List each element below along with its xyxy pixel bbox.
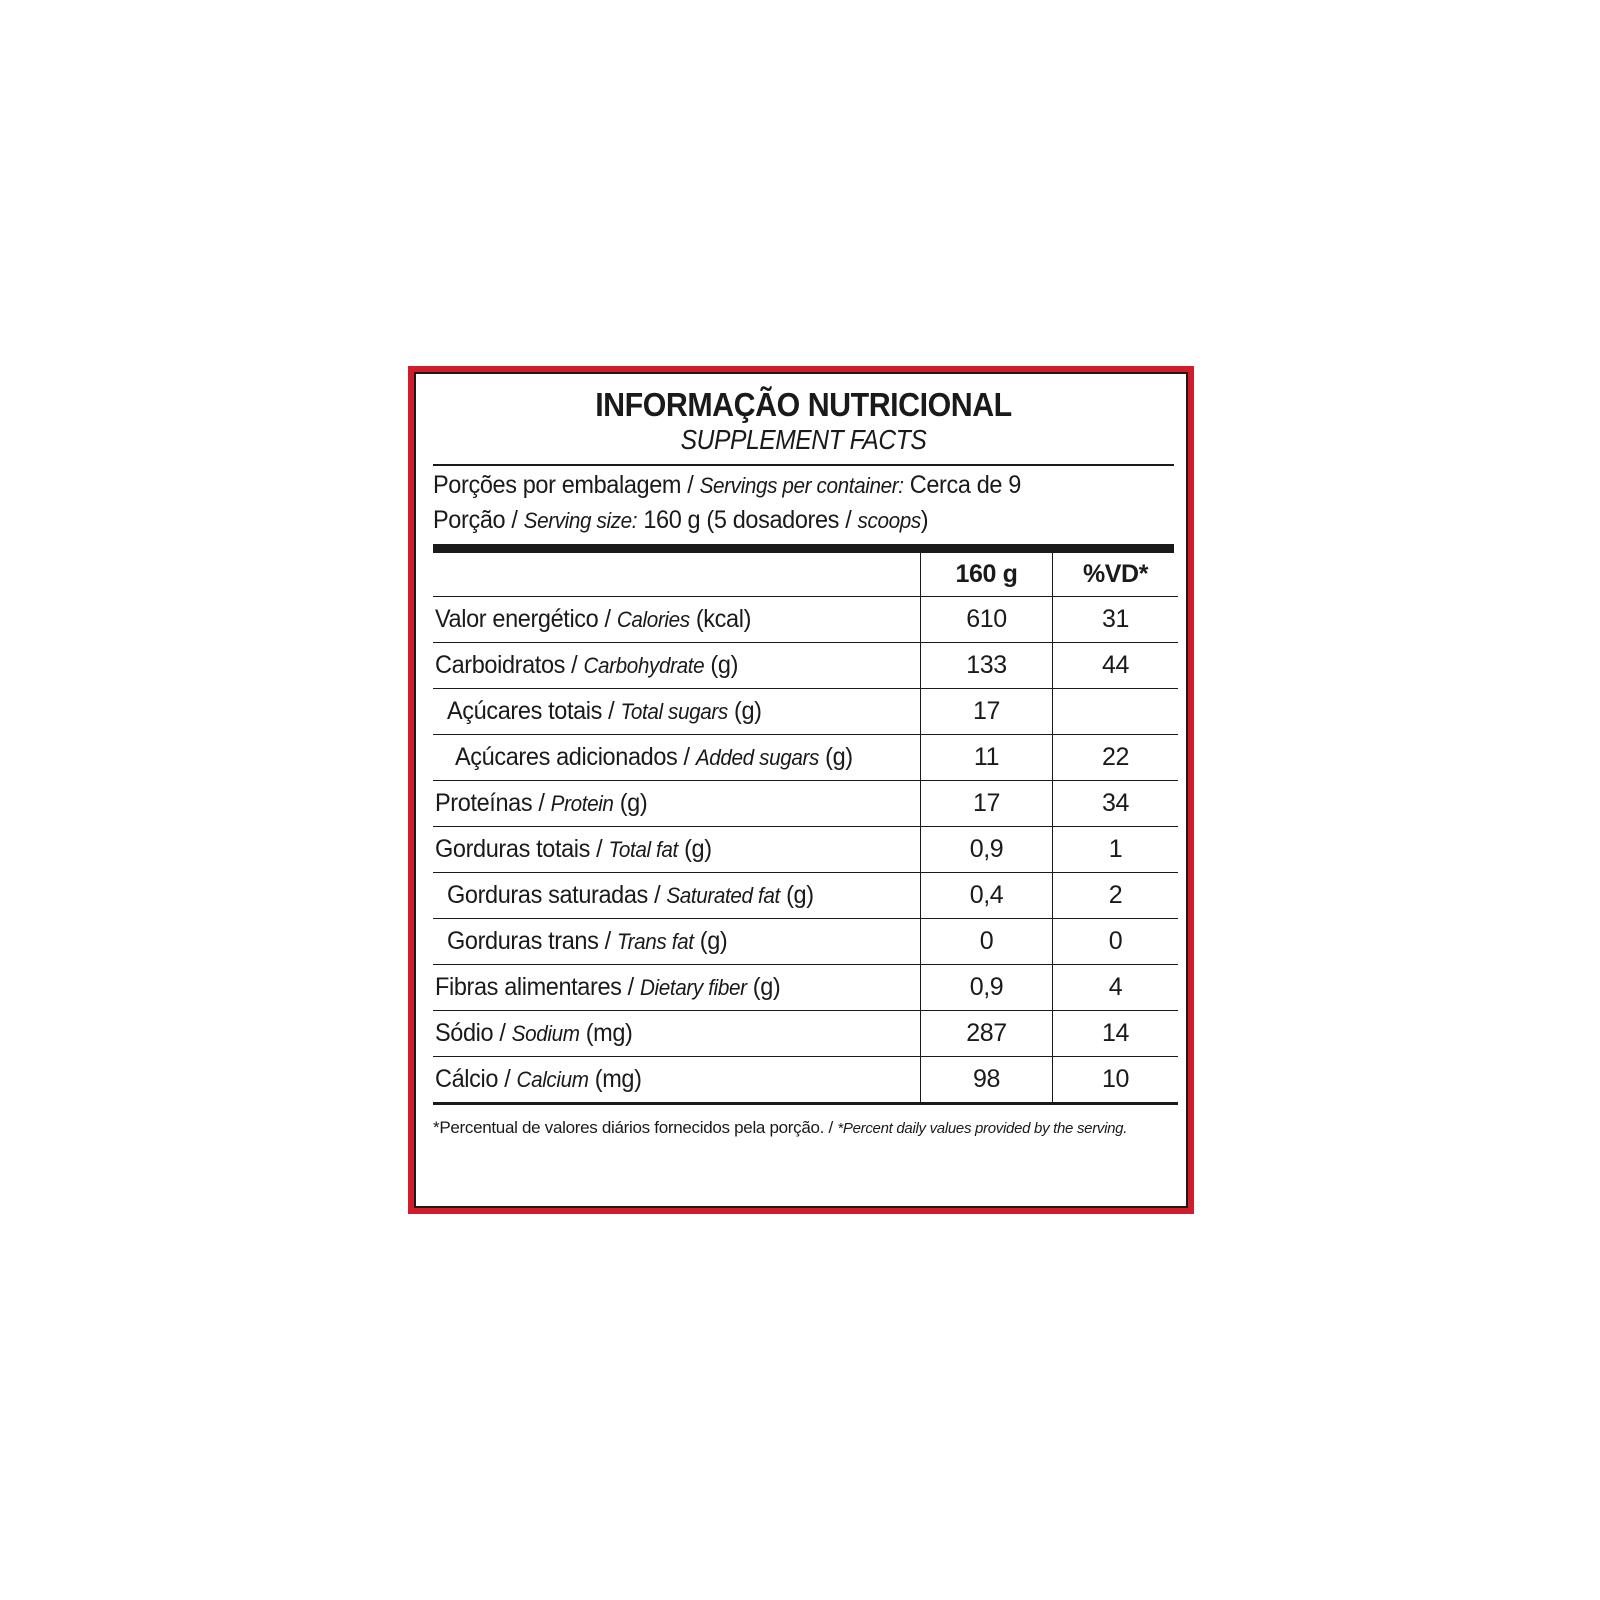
nutrient-daily-value: 10 xyxy=(1053,1057,1179,1104)
table-row xyxy=(433,1057,1178,1104)
nutrient-daily-value: 31 xyxy=(1053,597,1179,643)
nutrient-name-pt: Valor energético / xyxy=(435,605,617,633)
table-row xyxy=(433,643,1178,689)
nutrient-unit: (g) xyxy=(746,973,781,1001)
label-title: INFORMAÇÃO NUTRICIONAL xyxy=(595,386,1012,423)
nutrient-name-pt: Proteínas / xyxy=(435,789,551,817)
table-row xyxy=(433,965,1178,1011)
nutrient-unit: (mg) xyxy=(588,1065,642,1093)
nutrient-daily-value: 34 xyxy=(1053,781,1179,827)
table-row xyxy=(433,919,1178,965)
nutrient-unit: (g) xyxy=(727,697,762,725)
footnote-en: *Percent daily values provided by the serving. xyxy=(837,1120,1128,1137)
thick-divider xyxy=(433,544,1174,553)
servings-label-en: Servings per container: xyxy=(699,473,904,498)
footnote-pt: *Percentual de valores diários fornecidos pela porção. / xyxy=(433,1118,838,1137)
nutrient-unit: (g) xyxy=(818,743,853,771)
nutrient-name-en: Total fat xyxy=(608,837,678,862)
nutrient-name xyxy=(433,689,921,735)
nutrient-quantity: 0,4 xyxy=(921,873,1053,919)
nutrient-unit: (g) xyxy=(693,927,728,955)
nutrient-daily-value: 4 xyxy=(1053,965,1179,1011)
nutrient-name-pt: Sódio / xyxy=(435,1019,512,1047)
servings-label-pt: Porções por embalagem / xyxy=(433,471,700,499)
table-row xyxy=(433,597,1178,643)
nutrient-unit: (g) xyxy=(779,881,814,909)
nutrient-quantity: 11 xyxy=(921,735,1053,781)
serving-size-label-en: Serving size: xyxy=(523,508,638,533)
table-row xyxy=(433,827,1178,873)
nutrient-quantity: 287 xyxy=(921,1011,1053,1057)
nutrient-name-pt: Fibras alimentares / xyxy=(435,973,640,1001)
table-row xyxy=(433,1011,1178,1057)
nutrition-label xyxy=(414,372,1188,1208)
servings-per-container xyxy=(433,468,1130,503)
nutrient-unit: (kcal) xyxy=(689,605,752,633)
nutrient-name-en: Calcium xyxy=(516,1067,589,1092)
header-nutrient xyxy=(433,553,921,597)
nutrient-quantity: 610 xyxy=(921,597,1053,643)
nutrition-label-content xyxy=(433,374,1174,1146)
table-row xyxy=(433,689,1178,735)
nutrient-daily-value: 1 xyxy=(1053,827,1179,873)
divider xyxy=(433,464,1174,466)
nutrient-name-en: Added sugars xyxy=(695,745,819,770)
nutrient-unit: (mg) xyxy=(579,1019,633,1047)
footnote xyxy=(433,1111,1174,1146)
nutrient-quantity: 0,9 xyxy=(921,965,1053,1011)
nutrient-name-en: Calories xyxy=(616,607,690,632)
nutrient-name xyxy=(433,781,921,827)
table-header-row xyxy=(433,553,1178,597)
nutrient-name-pt: Carboidratos / xyxy=(435,651,584,679)
servings-value: Cerca de 9 xyxy=(903,471,1021,499)
serving-size xyxy=(433,503,1130,538)
nutrient-name-pt: Gorduras trans / xyxy=(447,927,617,955)
nutrition-table xyxy=(433,553,1178,1105)
nutrient-name xyxy=(433,643,921,689)
nutrient-quantity: 98 xyxy=(921,1057,1053,1104)
nutrient-name xyxy=(433,597,921,643)
nutrient-quantity: 0 xyxy=(921,919,1053,965)
nutrient-daily-value: 14 xyxy=(1053,1011,1179,1057)
nutrient-quantity: 17 xyxy=(921,689,1053,735)
nutrient-daily-value: 2 xyxy=(1053,873,1179,919)
nutrient-name xyxy=(433,735,921,781)
nutrient-daily-value xyxy=(1053,689,1179,735)
nutrition-label-frame xyxy=(408,366,1194,1214)
nutrient-name-pt: Açúcares totais / xyxy=(447,697,621,725)
nutrient-name xyxy=(433,827,921,873)
nutrient-daily-value: 44 xyxy=(1053,643,1179,689)
serving-size-value: 160 g (5 dosadores / xyxy=(637,506,858,534)
serving-size-scoops: scoops xyxy=(857,508,921,533)
nutrient-name xyxy=(433,1057,921,1104)
nutrient-name-en: Dietary fiber xyxy=(639,975,747,1000)
nutrient-quantity: 0,9 xyxy=(921,827,1053,873)
header-daily-value: %VD* xyxy=(1053,553,1179,597)
nutrient-name-en: Sodium xyxy=(511,1021,580,1046)
nutrient-name xyxy=(433,919,921,965)
nutrient-name-en: Total sugars xyxy=(620,699,728,724)
nutrient-quantity: 17 xyxy=(921,781,1053,827)
nutrient-unit: (g) xyxy=(677,835,712,863)
nutrient-name-en: Carbohydrate xyxy=(583,653,705,678)
nutrient-quantity: 133 xyxy=(921,643,1053,689)
nutrient-unit: (g) xyxy=(704,651,739,679)
nutrient-name-pt: Gorduras totais / xyxy=(435,835,609,863)
header-quantity: 160 g xyxy=(921,553,1053,597)
nutrient-name-en: Saturated fat xyxy=(666,883,780,908)
nutrient-name-en: Protein xyxy=(550,791,614,816)
nutrient-name-pt: Cálcio / xyxy=(435,1065,517,1093)
nutrient-name xyxy=(433,873,921,919)
table-row xyxy=(433,735,1178,781)
nutrient-name-pt: Gorduras saturadas / xyxy=(447,881,667,909)
nutrient-name xyxy=(433,965,921,1011)
nutrient-daily-value: 0 xyxy=(1053,919,1179,965)
nutrient-name-pt: Açúcares adicionados / xyxy=(455,743,696,771)
nutrient-name-en: Trans fat xyxy=(616,929,694,954)
nutrient-daily-value: 22 xyxy=(1053,735,1179,781)
serving-size-label-pt: Porção / xyxy=(433,506,524,534)
table-row xyxy=(433,873,1178,919)
serving-size-close: ) xyxy=(920,506,929,534)
table-row xyxy=(433,781,1178,827)
label-subtitle: SUPPLEMENT FACTS xyxy=(680,424,927,455)
nutrient-unit: (g) xyxy=(613,789,648,817)
nutrient-name xyxy=(433,1011,921,1057)
